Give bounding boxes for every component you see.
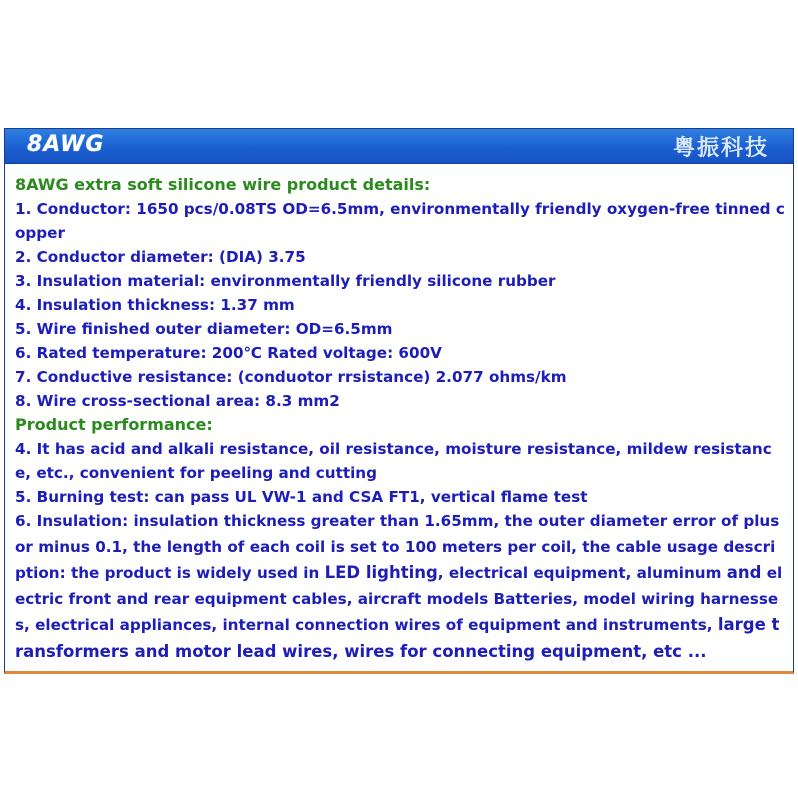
content-area xyxy=(15,173,785,665)
led-lighting-text: LED lighting xyxy=(324,563,438,582)
detail-item: 1. Conductor: 1650 pcs/0.08TS OD=6.5mm, environmentally friendly oxygen-free tinned copper xyxy=(15,200,785,242)
insulation-tail-text: large transformers and motor lead wires, wires for connecting equipment, etc ... xyxy=(15,615,780,661)
insulation-paragraph xyxy=(15,509,785,665)
detail-item: 6. Rated temperature: 200℃ Rated voltage: 600V xyxy=(15,344,442,362)
product-detail-panel xyxy=(4,128,794,674)
detail-item: 2. Conductor diameter: (DIA) 3.75 xyxy=(15,248,306,266)
insulation-text: , electrical equipment, aluminum xyxy=(437,564,727,582)
insulation-text: 6. Insulation: insulation thickness greater than 1.65mm, the outer diameter error of plus or minus 0.1, the length of each coil is set to 100 meters per coil, the cable usage description: the product is widely used in xyxy=(15,512,785,582)
detail-item: 8. Wire cross-sectional area: 8.3 mm2 xyxy=(15,392,340,410)
detail-item: 4. Insulation thickness: 1.37 mm xyxy=(15,296,295,314)
performance-item: 4. It has acid and alkali resistance, oil resistance, moisture resistance, mildew resistance, etc., convenient for peeling and cutting xyxy=(15,440,772,482)
details-heading: 8AWG extra soft silicone wire product details: xyxy=(15,175,431,194)
performance-heading: Product performance: xyxy=(15,415,213,434)
awg-logo: 8AWG xyxy=(27,132,105,157)
header-bar xyxy=(5,129,793,164)
brand-name: 粤振科技 xyxy=(672,136,769,161)
and-text: and xyxy=(726,563,762,582)
insulation-text: electric front and rear equipment cables, aircraft models Batteries, model wiring harnesses, electrical appliances, internal connection wires of equipment and instruments, xyxy=(15,564,783,634)
performance-item: 5. Burning test: can pass UL VW-1 and CSA FT1, vertical flame test xyxy=(15,488,588,506)
detail-item: 7. Conductive resistance: (conduotor rrsistance) 2.077 ohms/km xyxy=(15,368,567,386)
detail-item: 3. Insulation material: environmentally friendly silicone rubber xyxy=(15,272,556,290)
detail-item: 5. Wire finished outer diameter: OD=6.5mm xyxy=(15,320,393,338)
